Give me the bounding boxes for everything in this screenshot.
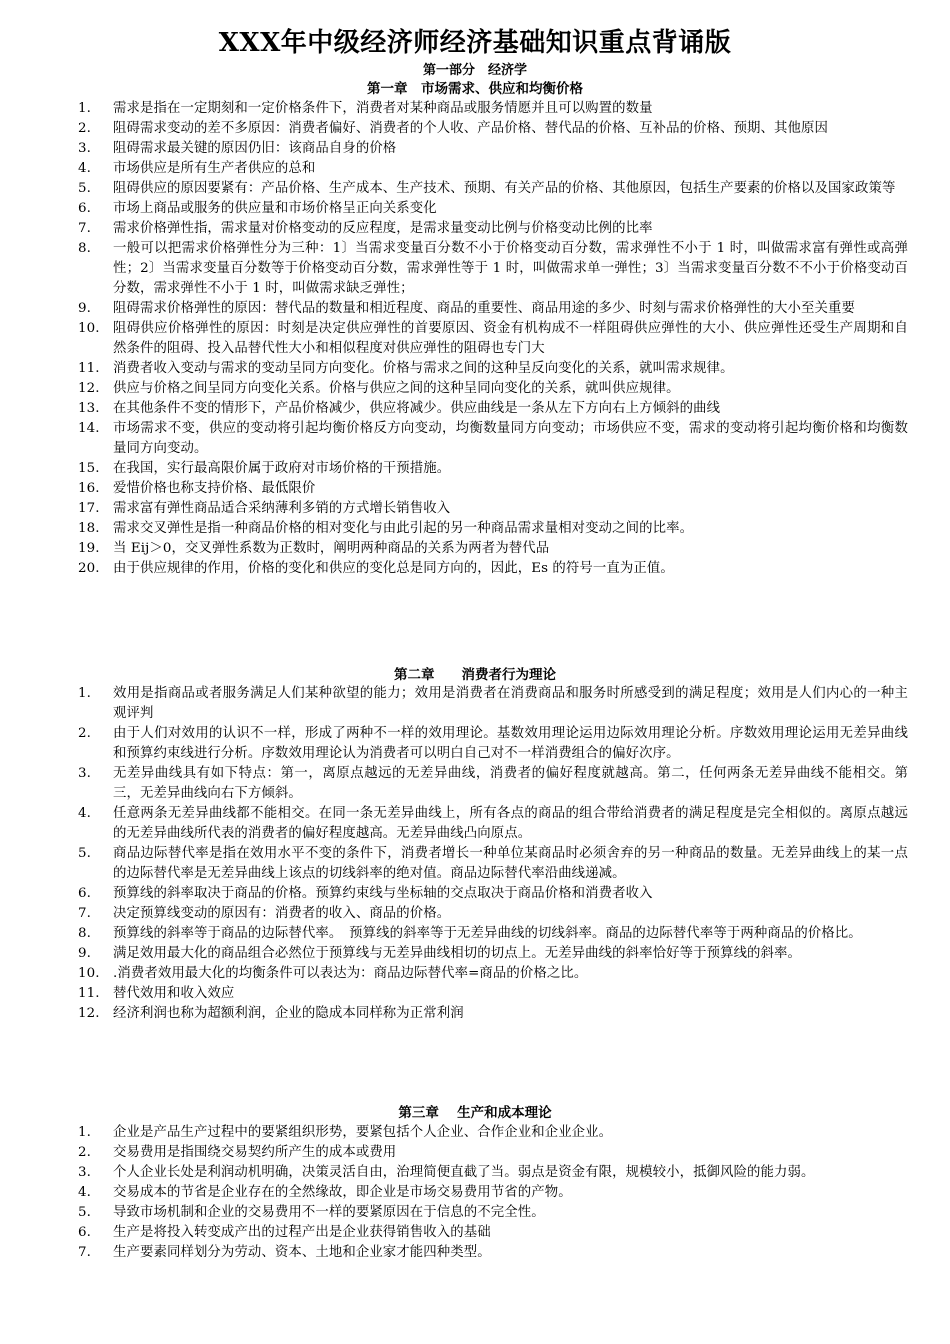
list-item [78,119,908,139]
list-item [78,1123,908,1143]
list-item [78,319,908,359]
list-item-text: 爱惜价格也称支持价格、最低限价 [113,481,316,496]
list-item-number: 16. [78,481,100,496]
list-item-text: 导致市场机制和企业的交易费用不一样的要紧原因在于信息的不完全性。 [113,1205,545,1220]
list-item-text: 需求富有弹性商品适合采纳薄利多销的方式增长销售收入 [113,501,451,516]
list-item-text: 商品边际替代率是指在效用水平不变的条件下，消费者增长一种单位某商品时必须舍弃的另一种商品的数量。无差异曲线上的某一点的边际替代率是无差异曲线上该点的切线斜率的绝对值。商品边际替代率沿曲线递减。 [113,846,908,881]
list-item-number: 11. [78,361,100,376]
list-item-text: 决定预算线变动的原因有：消费者的收入、商品的价格。 [113,906,451,921]
list-item [78,1243,908,1263]
list-item-text: 消费者收入变动与需求的变动呈同方向变化。价格与需求之间的这种呈反向变化的关系，就叫需求规律。 [113,361,734,376]
list-item [78,499,908,519]
list-item [78,239,908,299]
list-item-number: 3. [78,766,91,781]
list-item-text: 在我国，实行最高限价属于政府对市场价格的干预措施。 [113,461,451,476]
list-item [78,964,908,984]
list-item [78,1163,908,1183]
list-item-number: 11. [78,986,100,1001]
list-item [78,539,908,559]
list-item [78,519,908,539]
list-item-number: 4. [78,1185,91,1200]
list-item [78,804,908,844]
list-item-number: 9. [78,946,91,961]
list-item-text: 由于供应规律的作用，价格的变化和供应的变化总是同方向的，因此，Es 的符号一直为正值。 [113,561,674,576]
list-item-number: 2. [78,726,91,741]
list-item-text: 阻碍需求价格弹性的原因：替代品的数量和相近程度、商品的重要性、商品用途的多少、时刻与需求价格弹性的大小至关重要 [113,301,855,316]
list-item-text: 阻碍需求变动的差不多原因：消费者偏好、消费者的个人收、产品价格、替代品的价格、互补品的价格、预期、其他原因 [113,121,828,136]
list-item-number: 7. [78,1245,91,1260]
list-item-number: 10. [78,966,100,981]
list-item-number: 4. [78,806,91,821]
list-item-text: 阻碍供应价格弹性的原因：时刻是决定供应弹性的首要原因、资金有机构成不一样阻碍供应弹性的大小、供应弹性还受生产周期和自然条件的阻碍、投入品替代性大小和相似程度对供应弹性的阻碍也专门大 [113,321,908,356]
list-item [78,884,908,904]
list-item [78,359,908,379]
list-item [78,299,908,319]
list-item-number: 6. [78,1225,91,1240]
list-item-number: 3. [78,141,91,156]
list-item-text: 预算线的斜率取决于商品的价格。预算约束线与坐标轴的交点取决于商品价格和消费者收入 [113,886,653,901]
list-item [78,1223,908,1243]
list-item-text: 替代效用和收入效应 [113,986,235,1001]
list-item-text: 企业是产品生产过程中的要紧组织形势，要紧包括个人企业、合作企业和企业企业。 [113,1125,613,1140]
list-item-number: 5. [78,846,91,861]
list-item-text: 需求价格弹性指，需求量对价格变动的反应程度，是需求量变动比例与价格变动比例的比率 [113,221,653,236]
list-item-text: 由于人们对效用的认识不一样，形成了两种不一样的效用理论。基数效用理论运用边际效用理论分析。序数效用理论运用无差异曲线和预算约束线进行分析。序数效用理论认为消费者可以明白自己对不一样消费组合的偏好次序。 [113,726,908,761]
list-item-number: 6. [78,886,91,901]
list-item-number: 12. [78,381,100,396]
list-item [78,479,908,499]
part-title: 第一部分 经济学 [422,63,527,78]
list-item-number: 17. [78,501,100,516]
chapter-3-title: 第三章 生产和成本理论 [398,1105,552,1121]
list-item [78,684,908,724]
chapter-1-list [78,99,908,579]
list-item-number: 14. [78,421,100,436]
list-item-number: 13. [78,401,100,416]
list-item-text: 供应与价格之间呈同方向变化关系。价格与供应之间的这种呈同向变化的关系，就叫供应规律。 [113,381,680,396]
list-item-number: 2. [78,121,91,136]
chapter-1-title: 第一章 市场需求、供应和均衡价格 [367,81,583,97]
list-item [78,724,908,764]
list-item [78,944,908,964]
list-item-text: 个人企业长处是利润动机明确，决策灵活自由，治理简便直截了当。弱点是资金有限，规模较小，抵御风险的能力弱。 [113,1165,815,1180]
list-item-text: 无差异曲线具有如下特点：第一，离原点越远的无差异曲线，消费者的偏好程度就越高。第二，任何两条无差异曲线不能相交。第三，无差异曲线向右下方倾斜。 [113,766,908,801]
list-item-text: 交易费用是指围绕交易契约所产生的成本或费用 [113,1145,397,1160]
list-item-text: 生产是将投入转变成产出的过程产出是企业获得销售收入的基础 [113,1225,491,1240]
list-item-number: 4. [78,161,91,176]
list-item [78,924,908,944]
list-item-number: 5. [78,181,91,196]
chapter-2-title: 第二章 消费者行为理论 [394,667,556,683]
list-item-text: 阻碍供应的原因要紧有：产品价格、生产成本、生产技术、预期、有关产品的价格、其他原因，包括生产要素的价格以及国家政策等 [113,181,896,196]
list-item-text: 在其他条件不变的情形下，产品价格减少，供应将减少。供应曲线是一条从左下方向右上方倾斜的曲线 [113,401,721,416]
chapter-3-list [78,1123,908,1263]
list-item-number: 1. [78,101,91,116]
list-item-number: 10. [78,321,100,336]
list-item-number: 1. [78,686,91,701]
list-item-number: 18. [78,521,100,536]
list-item-text: 经济利润也称为超额利润，企业的隐成本同样称为正常利润 [113,1006,464,1021]
list-item-number: 3. [78,1165,91,1180]
list-item-number: 20. [78,561,100,576]
list-item-number: 15. [78,461,100,476]
list-item-text: 市场供应是所有生产者供应的总和 [113,161,316,176]
list-item-text: 市场上商品或服务的供应量和市场价格呈正向关系变化 [113,201,437,216]
list-item-text: 生产要素同样划分为劳动、资本、土地和企业家才能四种类型。 [113,1245,491,1260]
list-item-number: 6. [78,201,91,216]
list-item-number: 1. [78,1125,91,1140]
list-item-number: 5. [78,1205,91,1220]
list-item [78,1004,908,1024]
list-item-text: 任意两条无差异曲线都不能相交。在同一条无差异曲线上，所有各点的商品的组合带给消费者的满足程度是完全相似的。离原点越远的无差异曲线所代表的消费者的偏好程度越高。无差异曲线凸向原点。 [113,806,908,841]
list-item-text: 交易成本的节省是企业存在的全然缘故，即企业是市场交易费用节省的产物。 [113,1185,572,1200]
chapter-2-list [78,684,908,1024]
list-item-number: 12. [78,1006,100,1021]
list-item-number: 7. [78,221,91,236]
list-item-number: 9. [78,301,91,316]
document-title: XXX年中级经济师经济基础知识重点背诵版 [218,28,732,58]
list-item [78,764,908,804]
list-item [78,1203,908,1223]
list-item [78,219,908,239]
list-item [78,139,908,159]
list-item [78,1183,908,1203]
list-item [78,904,908,924]
list-item [78,99,908,119]
list-item [78,199,908,219]
list-item-text: 需求交叉弹性是指一种商品价格的相对变化与由此引起的另一种商品需求量相对变动之间的比率。 [113,521,694,536]
list-item [78,419,908,459]
list-item [78,379,908,399]
list-item [78,984,908,1004]
list-item [78,1143,908,1163]
list-item-number: 19. [78,541,100,556]
list-item-text: 阻碍需求最关键的原因仍旧：该商品自身的价格 [113,141,397,156]
list-item [78,844,908,884]
list-item-number: 8. [78,241,91,256]
list-item-text: 一般可以把需求价格弹性分为三种：1〕当需求变量百分数不小于价格变动百分数，需求弹性不小于 1 时，叫做需求富有弹性或高弹性；2〕当需求变量百分数等于价格变动百分数，需求弹性等于 1 时，叫做需求单一弹性；3〕当需求变量百分数不不小于价格变动百分数，需求弹性不小于 1 时，叫做需求缺乏弹性； [113,241,908,296]
list-item [78,459,908,479]
list-item-text: 预算线的斜率等于商品的边际替代率。 预算线的斜率等于无差异曲线的切线斜率。商品的边际替代率等于两种商品的价格比。 [113,926,862,941]
list-item-text: 满足效用最大化的商品组合必然位于预算线与无差异曲线相切的切点上。无差异曲线的斜率恰好等于预算线的斜率。 [113,946,802,961]
list-item-text: 需求是指在一定期刻和一定价格条件下，消费者对某种商品或服务情愿并且可以购置的数量 [113,101,653,116]
list-item-text: .消费者效用最大化的均衡条件可以表达为：商品边际替代率=商品的价格之比。 [113,966,588,981]
list-item-number: 7. [78,906,91,921]
list-item [78,179,908,199]
list-item-text: 当 Eij＞0，交叉弹性系数为正数时，阐明两种商品的关系为两者为替代品 [113,541,550,556]
list-item-text: 市场需求不变，供应的变动将引起均衡价格反方向变动，均衡数量同方向变动；市场供应不变，需求的变动将引起均衡价格和均衡数量同方向变动。 [113,421,908,456]
list-item [78,399,908,419]
list-item-number: 8. [78,926,91,941]
list-item [78,559,908,579]
list-item-text: 效用是指商品或者服务满足人们某种欲望的能力；效用是消费者在消费商品和服务时所感受到的满足程度；效用是人们内心的一种主观评判 [113,686,908,721]
list-item [78,159,908,179]
list-item-number: 2. [78,1145,91,1160]
